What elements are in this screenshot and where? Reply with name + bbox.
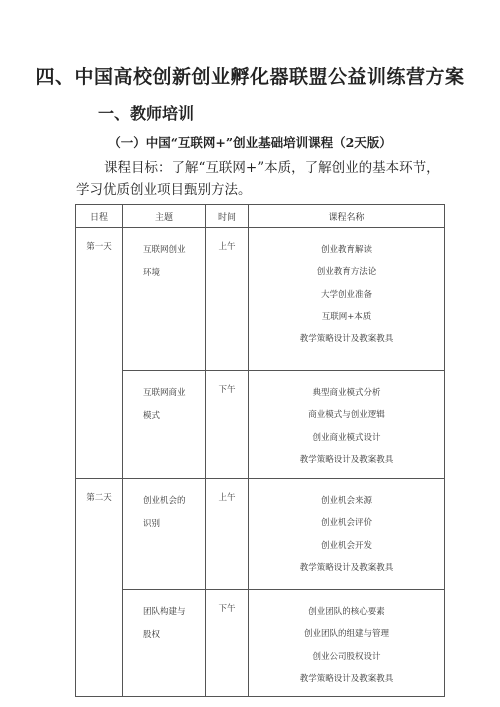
document-title: 四、中国高校创新创业孵化器联盟公益训练营方案 xyxy=(35,66,465,88)
topic-line: 创业机会的 xyxy=(143,496,186,506)
topic-line: 环境 xyxy=(143,268,161,278)
table-row xyxy=(76,590,445,697)
day-label: 第二天 xyxy=(86,493,112,503)
time-label: 上午 xyxy=(218,493,236,503)
courses-cell xyxy=(249,371,445,479)
course-item: 商业模式与创业逻辑 xyxy=(308,410,385,421)
courses-cell xyxy=(249,479,445,590)
course-item: 创业教育方法论 xyxy=(316,267,377,278)
table-row xyxy=(76,479,445,590)
header-time: 时间 xyxy=(206,205,249,228)
header-course-name: 课程名称 xyxy=(249,205,445,228)
topic-line: 团队构建与 xyxy=(143,607,186,617)
time-label: 下午 xyxy=(218,604,236,614)
time-cell xyxy=(206,371,249,479)
day-cell xyxy=(76,228,123,479)
courses-cell xyxy=(249,228,445,371)
course-item: 互联网+本质 xyxy=(321,311,372,322)
topic-line: 模式 xyxy=(143,411,161,421)
time-cell xyxy=(206,228,249,371)
topic-cell xyxy=(123,590,206,697)
section-heading: 一、教师培训 xyxy=(98,104,195,123)
table-row xyxy=(76,371,445,479)
table-header-row xyxy=(76,205,445,228)
topic-line: 识别 xyxy=(143,519,161,529)
topic-cell xyxy=(123,371,206,479)
day-label: 第一天 xyxy=(86,242,112,252)
course-item: 创业机会评价 xyxy=(320,518,372,529)
course-item: 创业机会来源 xyxy=(320,496,372,506)
topic-cell xyxy=(123,228,206,371)
table-row xyxy=(76,228,445,371)
time-label: 上午 xyxy=(218,242,236,252)
course-item: 教学策略设计及教案教具 xyxy=(299,334,394,345)
topic-line: 股权 xyxy=(143,630,161,640)
time-cell xyxy=(206,479,249,590)
course-item: 创业团队的组建与管理 xyxy=(303,629,389,640)
day-cell xyxy=(76,479,123,697)
course-item: 教学策略设计及教案教具 xyxy=(299,673,394,684)
course-item: 创业商业模式设计 xyxy=(312,432,381,443)
topic-line: 互联网商业 xyxy=(143,388,186,398)
header-day: 日程 xyxy=(76,205,123,228)
course-item: 大学创业准备 xyxy=(320,289,372,300)
header-topic: 主题 xyxy=(123,205,206,228)
course-item: 典型商业模式分析 xyxy=(312,388,381,398)
course-item: 创业机会开发 xyxy=(320,540,372,551)
course-item: 创业团队的核心要素 xyxy=(308,607,385,617)
schedule-table xyxy=(75,204,445,697)
topic-cell xyxy=(123,479,206,590)
topic-line: 互联网创业 xyxy=(143,245,186,255)
course-goal-paragraph: 课程目标：了解“互联网+”本质，了解创业的基本环节，学习优质创业项目甄别方法。 xyxy=(76,160,440,198)
course-item: 教学策略设计及教案教具 xyxy=(299,454,394,465)
subsection-heading: （一）中国“互联网+”创业基础培训课程（2天版） xyxy=(108,135,392,150)
course-item: 教学策略设计及教案教具 xyxy=(299,562,394,573)
course-item: 创业教育解读 xyxy=(320,245,372,255)
time-cell xyxy=(206,590,249,697)
time-label: 下午 xyxy=(218,385,236,395)
courses-cell xyxy=(249,590,445,697)
course-item: 创业公司股权设计 xyxy=(312,651,381,662)
